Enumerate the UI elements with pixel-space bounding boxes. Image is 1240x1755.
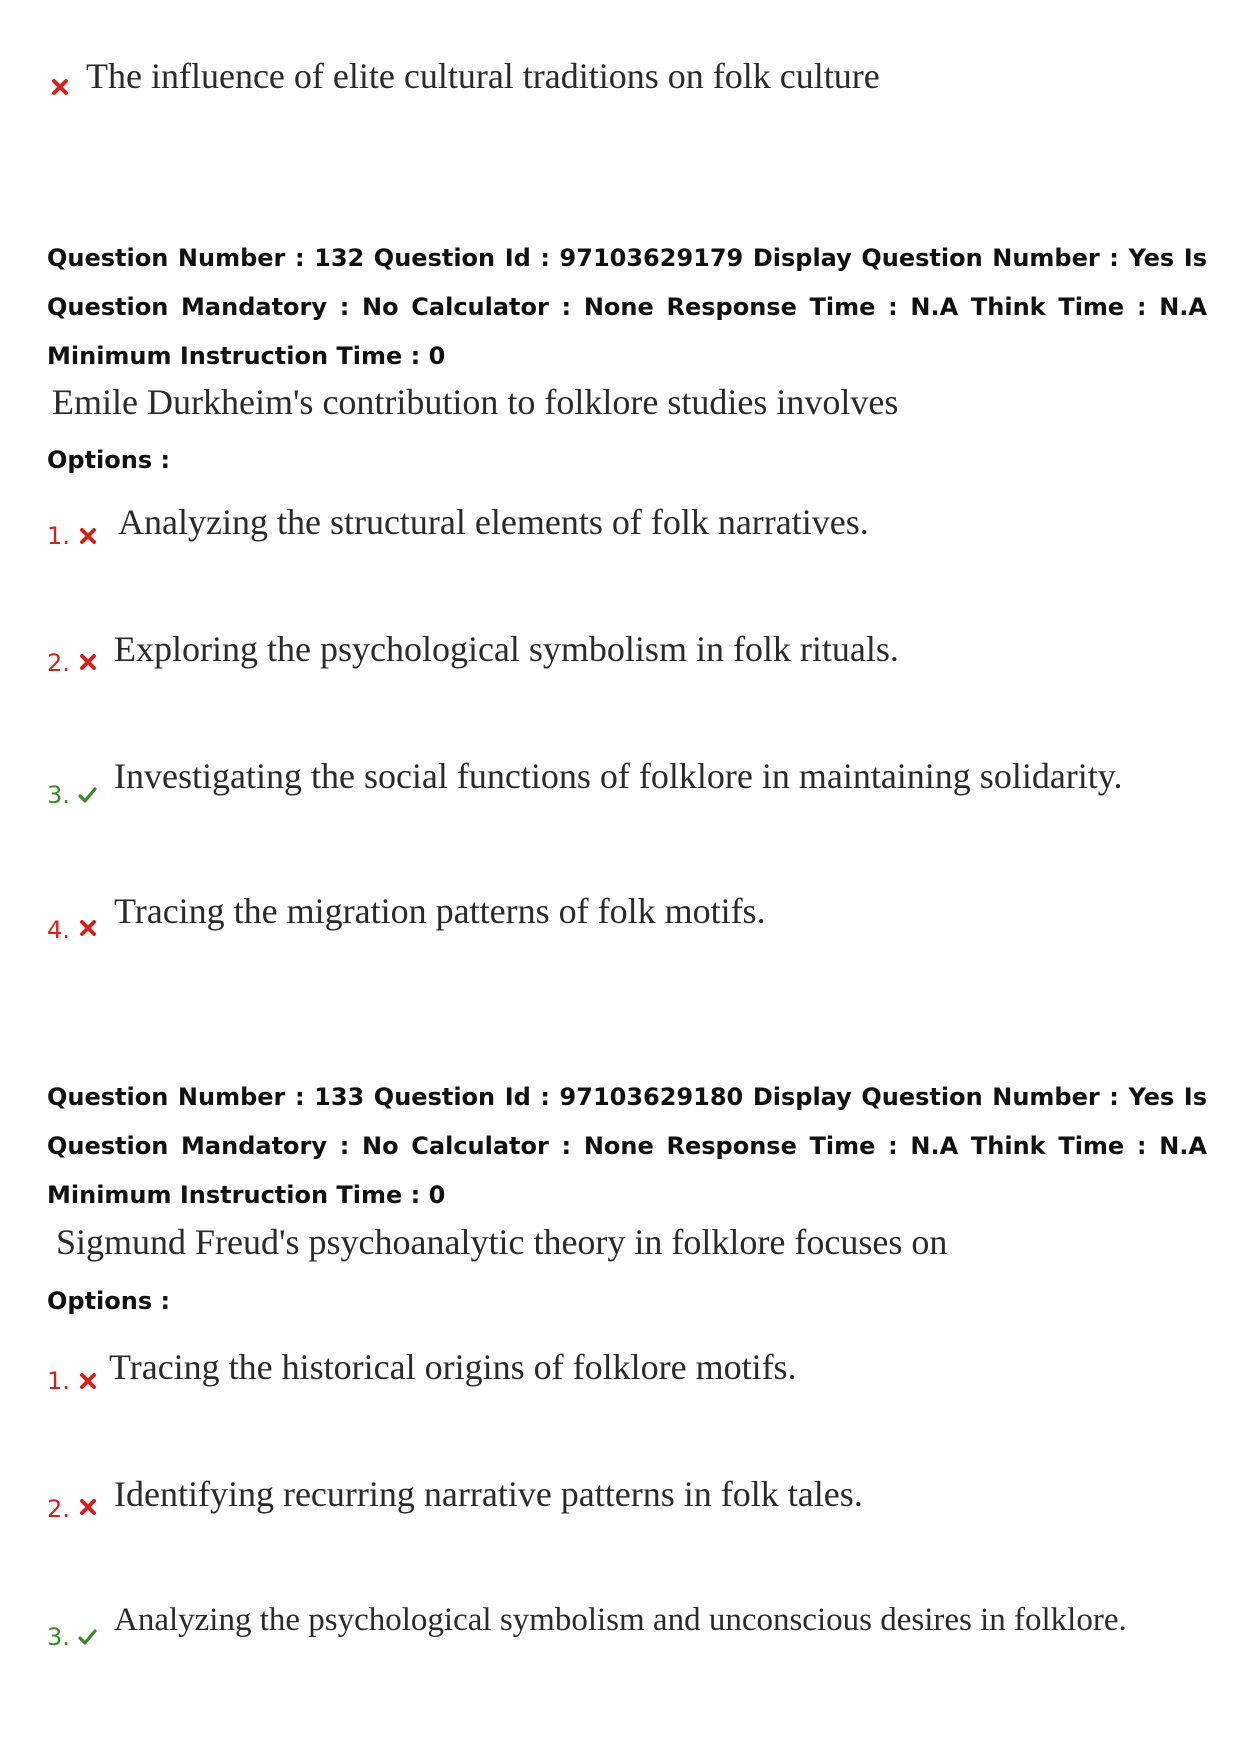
option-number: 3. bbox=[47, 1623, 70, 1651]
question-text: Emile Durkheim's contribution to folklore studies involves bbox=[52, 382, 899, 422]
option-number: 3. bbox=[47, 781, 70, 809]
question-meta: Question Number : 133 Question Id : 97103629180 Display Question Number : Yes Is Question Mandatory : No Calculator : None Response Time : N.A Think Time : N.A Minimum Instruction Time : 0 bbox=[47, 1083, 1207, 1209]
check-icon bbox=[77, 1627, 97, 1647]
options-label: Options : bbox=[47, 1287, 171, 1315]
option-number: 2. bbox=[47, 649, 70, 677]
cross-icon bbox=[78, 526, 98, 546]
option-number: 1. bbox=[47, 522, 70, 550]
check-icon bbox=[77, 785, 97, 805]
cross-icon bbox=[78, 652, 98, 672]
option-text: Investigating the social functions of folklore in maintaining solidarity. bbox=[114, 756, 1123, 796]
option-number: 4. bbox=[47, 916, 70, 944]
option-number: 2. bbox=[47, 1495, 70, 1523]
question-meta: Question Number : 132 Question Id : 97103629179 Display Question Number : Yes Is Question Mandatory : No Calculator : None Response Time : N.A Think Time : N.A Minimum Instruction Time : 0 bbox=[47, 244, 1207, 370]
cross-icon bbox=[78, 1371, 98, 1391]
cross-icon bbox=[78, 1497, 98, 1517]
question-text: Sigmund Freud's psychoanalytic theory in folklore focuses on bbox=[56, 1222, 948, 1262]
option-text: Exploring the psychological symbolism in folk rituals. bbox=[114, 629, 899, 669]
option-text: The influence of elite cultural traditions on folk culture bbox=[86, 56, 880, 96]
option-text: Identifying recurring narrative patterns in folk tales. bbox=[114, 1474, 863, 1514]
cross-icon bbox=[50, 77, 70, 97]
option-number: 1. bbox=[47, 1367, 70, 1395]
option-text: Analyzing the structural elements of folk narratives. bbox=[118, 502, 869, 542]
options-label: Options : bbox=[47, 446, 171, 474]
cross-icon bbox=[78, 918, 98, 938]
option-text: Tracing the migration patterns of folk motifs. bbox=[114, 891, 766, 931]
option-text: Analyzing the psychological symbolism and unconscious desires in folklore. bbox=[114, 1602, 1127, 1638]
option-text: Tracing the historical origins of folklore motifs. bbox=[109, 1347, 797, 1387]
